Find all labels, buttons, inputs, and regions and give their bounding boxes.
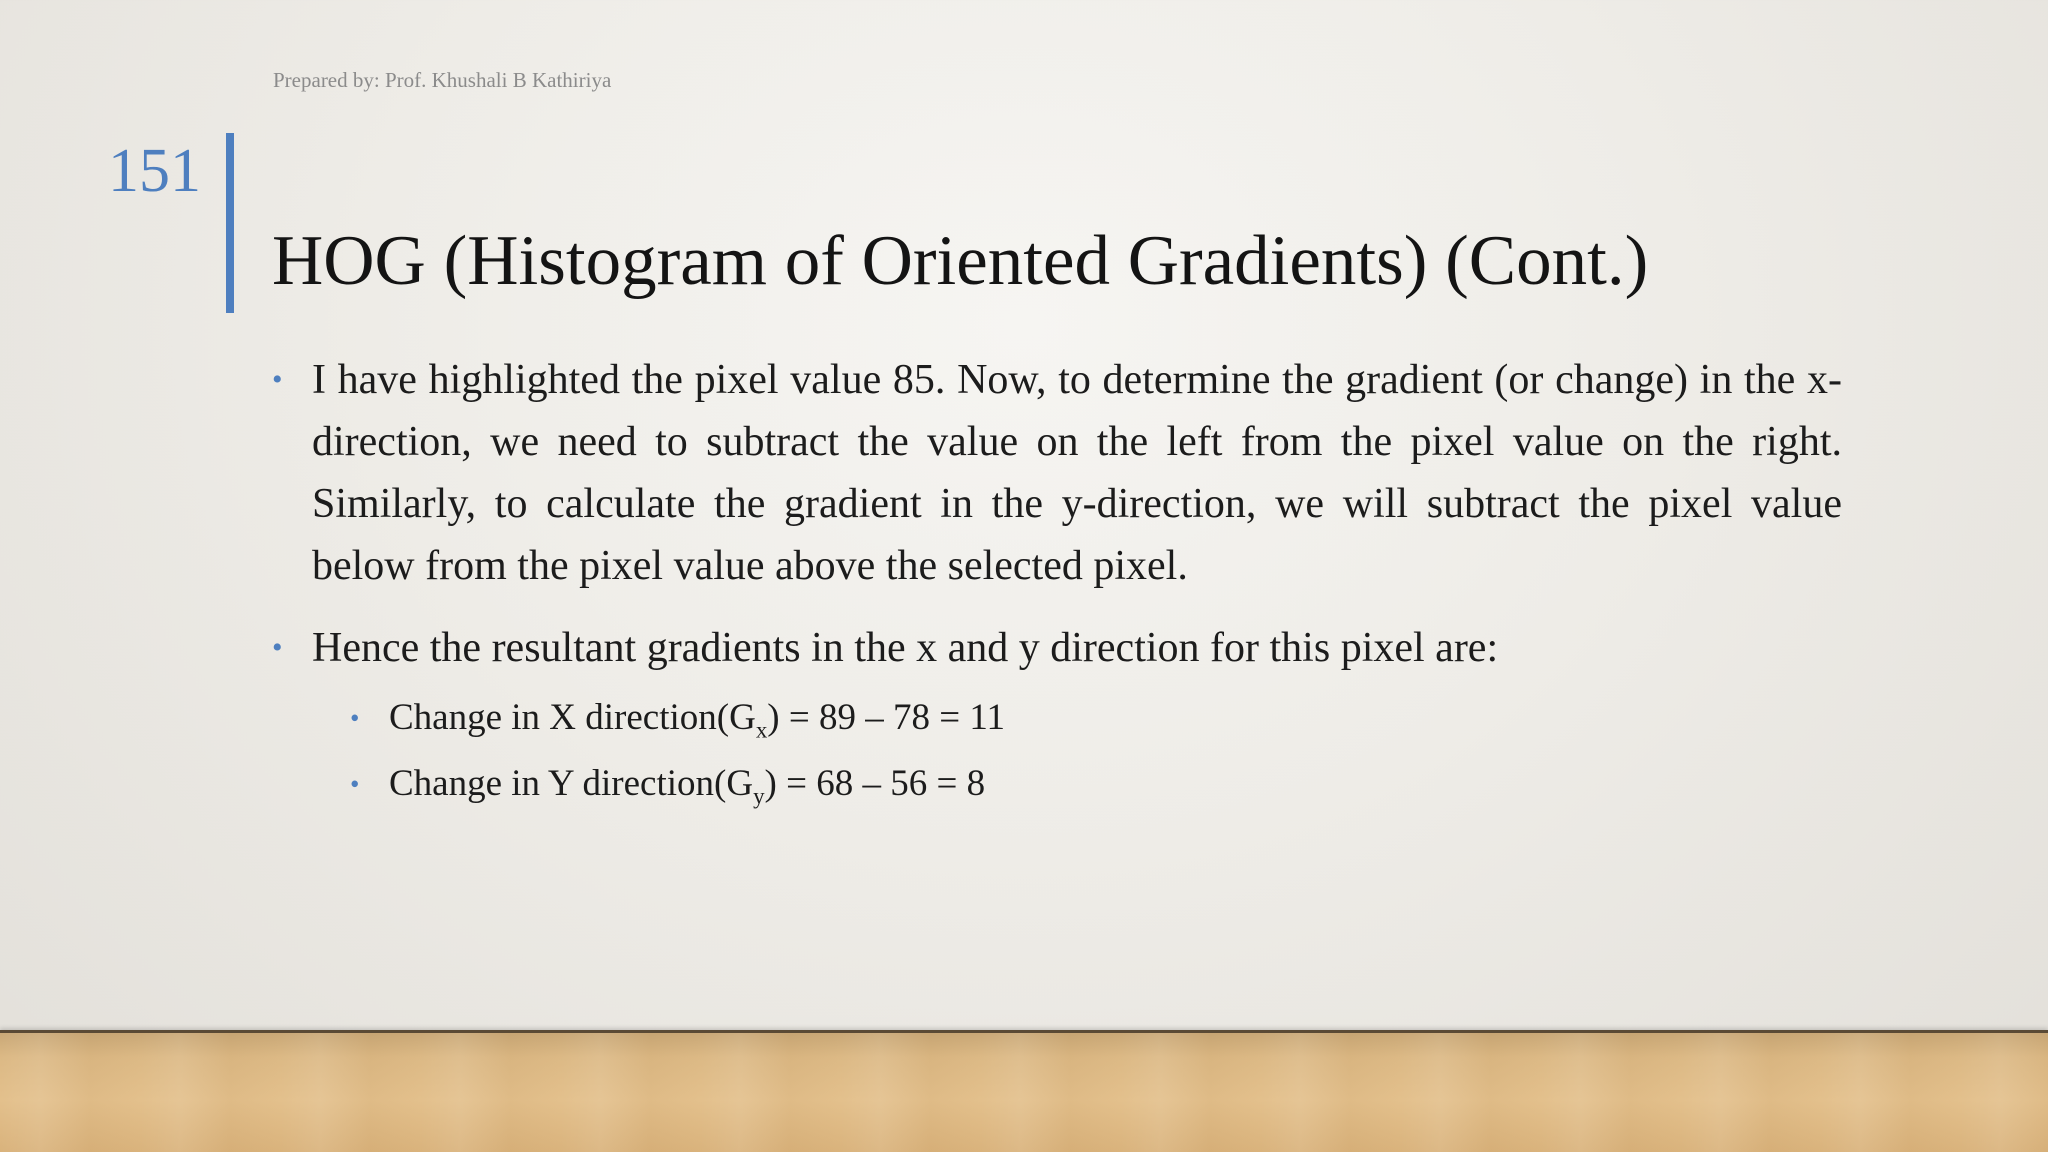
bullet-dot-icon: • xyxy=(272,363,283,396)
bullet-item xyxy=(272,617,1842,679)
sub-bullet-prefix: Change in Y direction(G xyxy=(389,763,754,804)
bullet-item xyxy=(272,349,1842,597)
slide-title: HOG (Histogram of Oriented Gradients) (Cont.) xyxy=(272,222,1649,300)
bullet-text: I have highlighted the pixel value 85. Now, to determine the gradient (or change) in the x-direction, we need to subtract the value on the left from the pixel value on the right. Similarly, to calculate the gradient in the y-direction, we will subtract the pixel value below from the pixel value above the selected pixel. xyxy=(312,357,1842,589)
sub-bullet-item xyxy=(272,751,1842,817)
sub-bullet-suffix: ) = 89 – 78 = 11 xyxy=(767,697,1005,738)
slide-number: 151 xyxy=(108,137,201,205)
wood-floor-decoration xyxy=(0,1030,2048,1152)
sub-bullet-dot-icon: • xyxy=(350,703,360,733)
sub-bullet-dot-icon: • xyxy=(350,769,360,799)
slide-content xyxy=(272,349,1842,817)
subscript-y: y xyxy=(753,783,765,809)
sub-bullet-item xyxy=(272,685,1842,751)
sub-bullet-prefix: Change in X direction(G xyxy=(389,697,756,738)
sub-bullet-list xyxy=(272,685,1842,817)
title-accent-bar xyxy=(226,133,234,313)
prepared-by-header: Prepared by: Prof. Khushali B Kathiriya xyxy=(273,68,612,92)
subscript-x: x xyxy=(755,717,768,743)
bullet-dot-icon: • xyxy=(272,631,283,664)
sub-bullet-suffix: ) = 68 – 56 = 8 xyxy=(764,763,986,804)
bullet-text: Hence the resultant gradients in the x and y direction for this pixel are: xyxy=(312,625,1499,671)
